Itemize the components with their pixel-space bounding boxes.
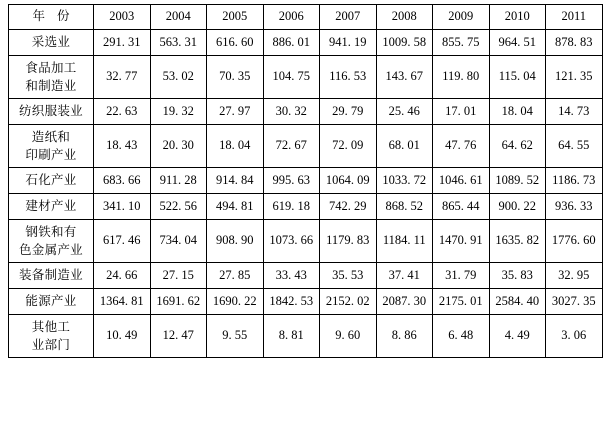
table-cell: 14. 73 — [546, 99, 603, 125]
row-label-line: 造纸和 — [31, 129, 71, 144]
table-cell: 29. 79 — [320, 99, 377, 125]
table-cell: 12. 47 — [150, 315, 207, 358]
table-cell: 143. 67 — [376, 56, 433, 99]
table-cell: 1009. 58 — [376, 30, 433, 56]
table-cell: 1842. 53 — [263, 289, 320, 315]
industry-data-table — [8, 4, 603, 358]
table-cell: 908. 90 — [207, 220, 264, 263]
table-cell: 2152. 02 — [320, 289, 377, 315]
table-cell: 27. 85 — [207, 263, 264, 289]
table-cell: 1364. 81 — [94, 289, 151, 315]
table-cell: 18. 43 — [94, 125, 151, 168]
row-label — [9, 56, 94, 99]
column-header-2008: 2008 — [376, 5, 433, 30]
table-cell: 1064. 09 — [320, 168, 377, 194]
table-cell: 1690. 22 — [207, 289, 264, 315]
table-cell: 32. 95 — [546, 263, 603, 289]
table-cell: 683. 66 — [94, 168, 151, 194]
column-header-2007: 2007 — [320, 5, 377, 30]
table-cell: 941. 19 — [320, 30, 377, 56]
table-cell: 24. 66 — [94, 263, 151, 289]
table-cell: 742. 29 — [320, 194, 377, 220]
row-label-line: 印刷产业 — [25, 148, 77, 162]
table-row — [9, 30, 603, 56]
table-cell: 4. 49 — [489, 315, 546, 358]
table-cell: 865. 44 — [433, 194, 490, 220]
row-label-line: 其他工 — [31, 319, 71, 334]
table-cell: 104. 75 — [263, 56, 320, 99]
column-header-2005: 2005 — [207, 5, 264, 30]
table-cell: 522. 56 — [150, 194, 207, 220]
column-header-2003: 2003 — [94, 5, 151, 30]
header-row — [9, 5, 603, 30]
table-cell: 734. 04 — [150, 220, 207, 263]
row-label-line: 能源产业 — [25, 294, 77, 309]
row-label-line: 装备制造业 — [18, 268, 83, 283]
row-label-line: 色金属产业 — [18, 243, 83, 257]
table-cell: 1635. 82 — [489, 220, 546, 263]
table-cell: 964. 51 — [489, 30, 546, 56]
column-header-2006: 2006 — [263, 5, 320, 30]
table-cell: 868. 52 — [376, 194, 433, 220]
table-cell: 619. 18 — [263, 194, 320, 220]
table-cell: 9. 55 — [207, 315, 264, 358]
table-cell: 2175. 01 — [433, 289, 490, 315]
table-cell: 25. 46 — [376, 99, 433, 125]
table-cell: 936. 33 — [546, 194, 603, 220]
row-label-line: 建材产业 — [25, 199, 77, 214]
table-row — [9, 263, 603, 289]
table-cell: 886. 01 — [263, 30, 320, 56]
table-row — [9, 125, 603, 168]
table-cell: 18. 04 — [489, 99, 546, 125]
table-cell: 8. 86 — [376, 315, 433, 358]
table-cell: 115. 04 — [489, 56, 546, 99]
table-cell: 291. 31 — [94, 30, 151, 56]
row-label-line: 和制造业 — [25, 79, 77, 93]
row-label-line: 纺织服装业 — [18, 104, 83, 119]
row-label — [9, 99, 94, 125]
table-cell: 1691. 62 — [150, 289, 207, 315]
table-cell: 35. 53 — [320, 263, 377, 289]
row-label-line: 业部门 — [31, 338, 71, 352]
table-cell: 616. 60 — [207, 30, 264, 56]
table-cell: 1179. 83 — [320, 220, 377, 263]
table-cell: 1186. 73 — [546, 168, 603, 194]
table-cell: 17. 01 — [433, 99, 490, 125]
table-cell: 53. 02 — [150, 56, 207, 99]
table-cell: 3027. 35 — [546, 289, 603, 315]
table-cell: 121. 35 — [546, 56, 603, 99]
table-cell: 494. 81 — [207, 194, 264, 220]
table-row — [9, 56, 603, 99]
table-cell: 878. 83 — [546, 30, 603, 56]
table-cell: 1073. 66 — [263, 220, 320, 263]
table-cell: 1089. 52 — [489, 168, 546, 194]
table-cell: 3. 06 — [546, 315, 603, 358]
table-cell: 22. 63 — [94, 99, 151, 125]
table-cell: 18. 04 — [207, 125, 264, 168]
table-cell: 19. 32 — [150, 99, 207, 125]
table-cell: 1184. 11 — [376, 220, 433, 263]
row-label — [9, 30, 94, 56]
row-label — [9, 220, 94, 263]
table-cell: 119. 80 — [433, 56, 490, 99]
table-row — [9, 168, 603, 194]
table-cell: 64. 62 — [489, 125, 546, 168]
table-header — [9, 5, 603, 30]
table-cell: 1470. 91 — [433, 220, 490, 263]
table-cell: 27. 15 — [150, 263, 207, 289]
row-label-line: 钢铁和有 — [25, 224, 77, 239]
table-cell: 20. 30 — [150, 125, 207, 168]
table-cell: 6. 48 — [433, 315, 490, 358]
table-cell: 30. 32 — [263, 99, 320, 125]
table-row — [9, 99, 603, 125]
column-header-2010: 2010 — [489, 5, 546, 30]
table-cell: 563. 31 — [150, 30, 207, 56]
row-label-line: 采选业 — [31, 35, 71, 50]
row-label — [9, 168, 94, 194]
table-cell: 27. 97 — [207, 99, 264, 125]
row-label-line: 石化产业 — [25, 173, 77, 188]
table-cell: 1046. 61 — [433, 168, 490, 194]
table-cell: 1033. 72 — [376, 168, 433, 194]
table-cell: 855. 75 — [433, 30, 490, 56]
table-cell: 995. 63 — [263, 168, 320, 194]
table-cell: 37. 41 — [376, 263, 433, 289]
table-cell: 8. 81 — [263, 315, 320, 358]
table-container — [8, 4, 601, 358]
row-label — [9, 125, 94, 168]
table-cell: 1776. 60 — [546, 220, 603, 263]
column-header-2004: 2004 — [150, 5, 207, 30]
table-body — [9, 30, 603, 358]
row-label — [9, 315, 94, 358]
table-cell: 914. 84 — [207, 168, 264, 194]
row-label — [9, 289, 94, 315]
table-cell: 617. 46 — [94, 220, 151, 263]
table-cell: 9. 60 — [320, 315, 377, 358]
table-cell: 10. 49 — [94, 315, 151, 358]
row-label — [9, 263, 94, 289]
corner-header-year-label — [9, 5, 94, 30]
table-cell: 33. 43 — [263, 263, 320, 289]
table-cell: 72. 67 — [263, 125, 320, 168]
table-cell: 68. 01 — [376, 125, 433, 168]
table-row — [9, 220, 603, 263]
table-row — [9, 194, 603, 220]
table-cell: 32. 77 — [94, 56, 151, 99]
table-cell: 70. 35 — [207, 56, 264, 99]
table-cell: 116. 53 — [320, 56, 377, 99]
table-cell: 64. 55 — [546, 125, 603, 168]
table-cell: 341. 10 — [94, 194, 151, 220]
table-cell: 47. 76 — [433, 125, 490, 168]
table-cell: 31. 79 — [433, 263, 490, 289]
table-cell: 900. 22 — [489, 194, 546, 220]
table-cell: 2584. 40 — [489, 289, 546, 315]
table-cell: 2087. 30 — [376, 289, 433, 315]
corner-header-part-1: 年 — [32, 9, 45, 24]
table-cell: 35. 83 — [489, 263, 546, 289]
table-row — [9, 289, 603, 315]
column-header-2011: 2011 — [546, 5, 603, 30]
row-label — [9, 194, 94, 220]
corner-header-part-2: 份 — [57, 9, 70, 24]
row-label-line: 食品加工 — [25, 60, 77, 75]
column-header-2009: 2009 — [433, 5, 490, 30]
table-cell: 911. 28 — [150, 168, 207, 194]
table-cell: 72. 09 — [320, 125, 377, 168]
table-row — [9, 315, 603, 358]
